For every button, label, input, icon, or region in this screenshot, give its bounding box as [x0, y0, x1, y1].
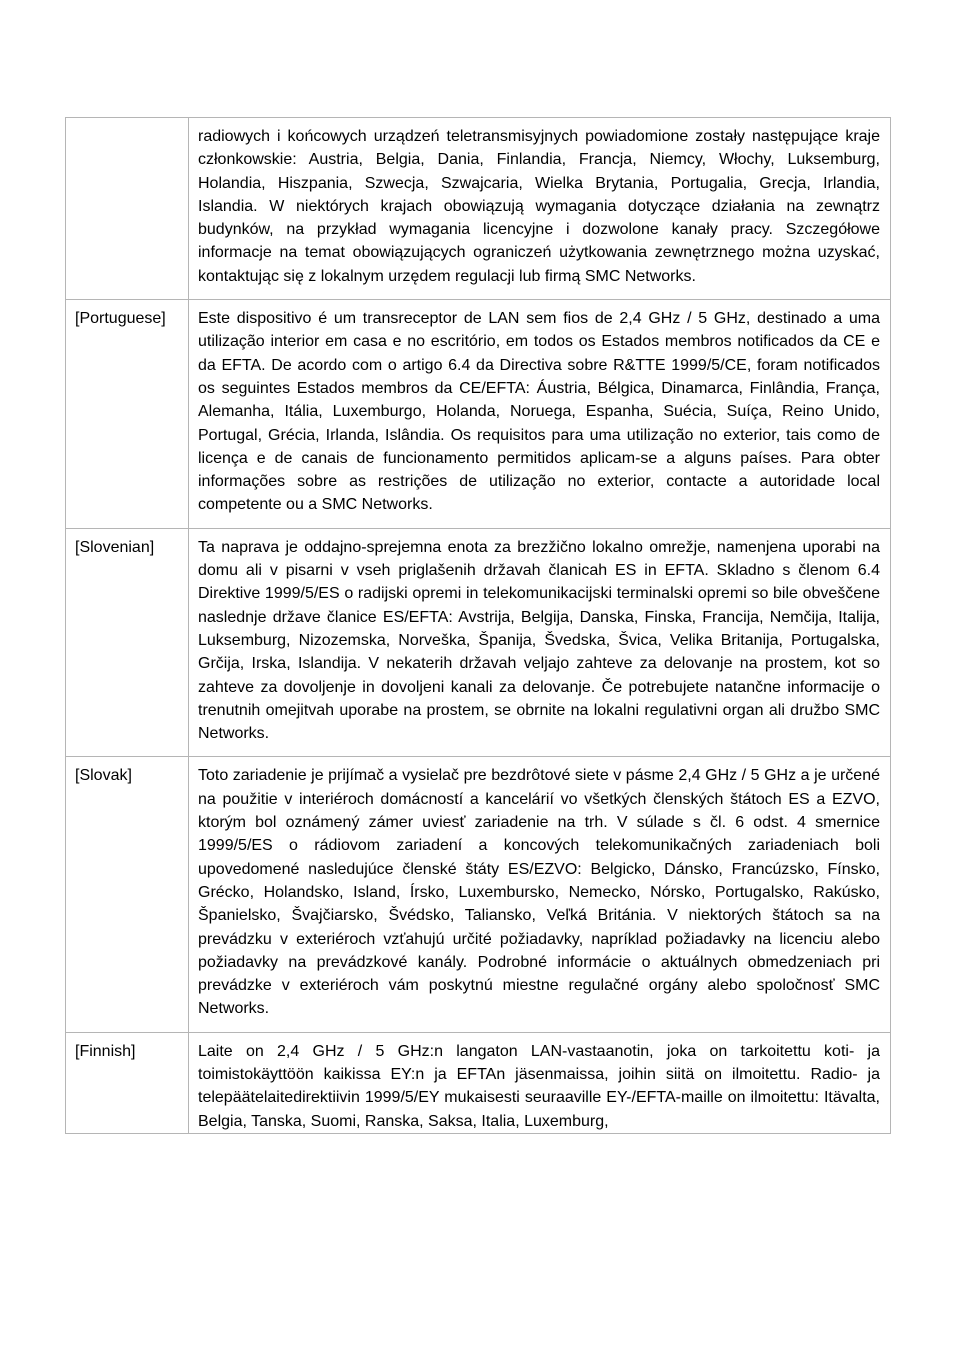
language-cell: [Finnish]	[66, 1032, 189, 1133]
language-cell: [Portuguese]	[66, 300, 189, 529]
table-row	[66, 1032, 891, 1133]
statement-cell: Ta naprava je oddajno-sprejemna enota za brezžično lokalno omrežje, namenjena uporabi na domu ali v pisarni v vseh priglašenih državah članicah ES in EFTA. Skladno s členom 6.4 Direktive 1999/5/ES o radijski opremi in telekomunikacijski terminalski opremi so bile obveščene naslednje države članice ES/EFTA: Avstrija, Belgija, Danska, Finska, Francija, Nemčija, Italija, Luksemburg, Nizozemska, Norveška, Španija, Švedska, Švica, Velika Britanija, Portugalska, Grčija, Irska, Islandija. V nekaterih državah veljajo zahteve za delovanje na prostem, kot so zahteve za dovoljenje in dovoljeni kanali za delovanje. Če potrebujete natančne informacije o trenutnih omejitvah uporabe na prostem, se obrnite na lokalni regulativni organ ali družbo SMC Networks.	[189, 528, 891, 757]
language-cell	[66, 118, 189, 300]
statement-cell: radiowych i końcowych urządzeń teletransmisyjnych powiadomione zostały następujące kraje członkowskie: Austria, Belgia, Dania, Finlandia, Francja, Niemcy, Włochy, Luksemburg, Holandia, Hiszpania, Szwecja, Szwajcaria, Wielka Brytania, Portugalia, Grecja, Irlandia, Islandia. W niektórych krajach obowiązują wymagania dotyczące działania na zewnątrz budynków, na przykład wymagania licencyjne i dozwolone kanały pracy. Szczegółowe informacje na temat obowiązujących ograniczeń użytkowania zewnętrznego można uzyskać, kontaktując się z lokalnym urzędem regulacji lub firmą SMC Networks.	[189, 118, 891, 300]
table-row	[66, 757, 891, 1032]
statement-cell: Toto zariadenie je prijímač a vysielač pre bezdrôtové siete v pásme 2,4 GHz / 5 GHz a je určené na použitie v interiéroch domácností a kancelárií vo všetkých členských štátoch ES a EZVO, ktorým bol oznámený zámer uviesť zariadenie na trh. V súlade s čl. 6 odst. 4 smernice 1999/5/ES o rádiovom zariadení a koncových telekomunikačných zariadeniach boli upovedomené nasledujúce členské štáty ES/EZVO: Belgicko, Dánsko, Francúzsko, Fínsko, Grécko, Holandsko, Island, Írsko, Luxembursko, Nemecko, Nórsko, Portugalsko, Rakúsko, Španielsko, Švajčiarsko, Švédsko, Taliansko, Veľká Británia. V niektorých štátoch sa na prevádzku v exteriéroch vzťahujú určité požiadavky, napríklad požiadavky na licenciu alebo požiadavky na prevádzkové kanály. Podrobné informácie o aktuálnych obmedzeniach pri prevádzke v exteriéroch vám poskytnú miestne regulačné orgány alebo spoločnosť SMC Networks.	[189, 757, 891, 1032]
language-cell: [Slovak]	[66, 757, 189, 1032]
compliance-table	[65, 117, 891, 1134]
language-cell: [Slovenian]	[66, 528, 189, 757]
table-row	[66, 300, 891, 529]
statement-text: Laite on 2,4 GHz / 5 GHz:n langaton LAN-vastaanotin, joka on tarkoitettu koti- ja toimistokäyttöön kaikissa EY:n ja EFTAn jäsenmaissa, joihin siitä on ilmoitettu. Radio- ja telepäätelaitedirektiivin 1999/5/EY mukaisesti seuraaville EY-/EFTA-maille on ilmoitettu: Itävalta, Belgia, Tanska, Suomi, Ranska, Saksa, Italia, Luxemburg,	[198, 1042, 880, 1130]
table-row	[66, 528, 891, 757]
table-row	[66, 118, 891, 300]
statement-cell: Este dispositivo é um transreceptor de LAN sem fios de 2,4 GHz / 5 GHz, destinado a uma utilização interior em casa e no escritório, em todos os Estados membros notificados da CE e da EFTA. De acordo com o artigo 6.4 da Directiva sobre R&TTE 1999/5/CE, foram notificados os seguintes Estados membros da CE/EFTA: Áustria, Bélgica, Dinamarca, Finlândia, França, Alemanha, Itália, Luxemburgo, Holanda, Noruega, Espanha, Suécia, Suíça, Reino Unido, Portugal, Grécia, Irlanda, Islândia. Os requisitos para uma utilização no exterior, tais como de licença e de canais de funcionamento permitidos aplicam-se a alguns países. Para obter informações sobre as restrições de utilização no exterior, contacte a autoridade local competente ou a SMC Networks.	[189, 300, 891, 529]
statement-cell	[189, 1032, 891, 1133]
